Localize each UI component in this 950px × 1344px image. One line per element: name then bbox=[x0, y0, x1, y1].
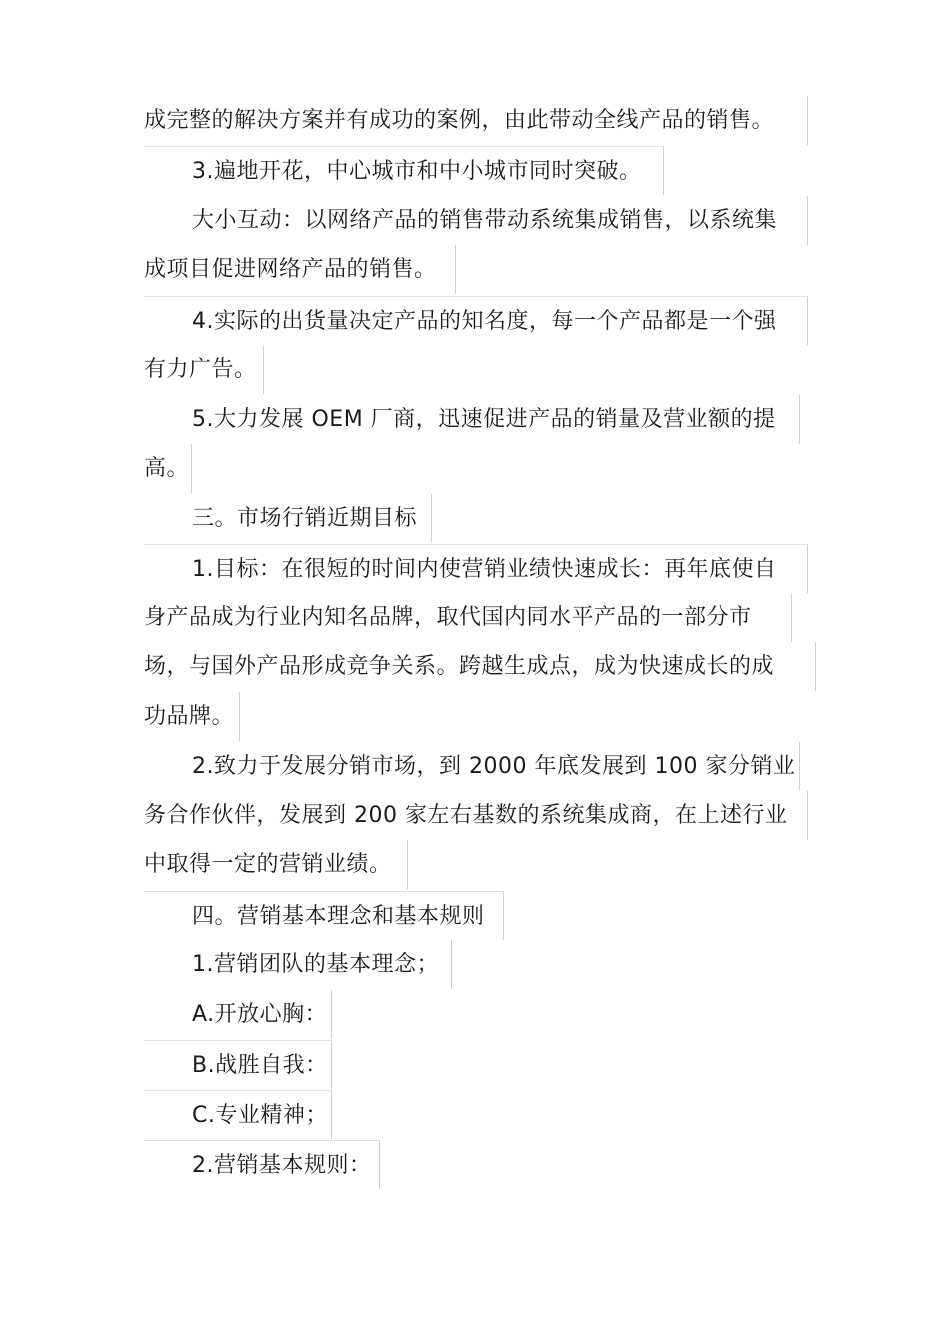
text-line: 大小互动：以网络产品的销售带动系统集成销售，以系统集 bbox=[144, 196, 808, 245]
text-line: 3.遍地开花，中心城市和中小城市同时突破。 bbox=[144, 146, 664, 195]
text-line: 有力广告。 bbox=[144, 345, 264, 394]
text-line: 高。 bbox=[144, 444, 192, 493]
text-line: 5.大力发展 OEM 厂商，迅速促进产品的销量及营业额的提 bbox=[144, 395, 800, 444]
section-heading: 三。市场行销近期目标 bbox=[144, 494, 432, 543]
text-line: 场，与国外产品形成竞争关系。跨越生成点，成为快速成长的成 bbox=[144, 642, 816, 691]
text-line: 2.营销基本规则： bbox=[144, 1140, 380, 1189]
text-line: 中取得一定的营销业绩。 bbox=[144, 840, 408, 889]
text-line: 务合作伙伴，发展到 200 家左右基数的系统集成商，在上述行业 bbox=[144, 791, 808, 840]
text-line: 身产品成为行业内知名品牌，取代国内同水平产品的一部分市 bbox=[144, 593, 792, 642]
text-line: C.专业精神； bbox=[144, 1090, 332, 1139]
text-line: 1.目标：在很短的时间内使营销业绩快速成长：再年底使自 bbox=[144, 544, 808, 593]
text-line: 功品牌。 bbox=[144, 692, 240, 741]
text-line: A.开放心胸： bbox=[144, 990, 332, 1039]
text-line: 成完整的解决方案并有成功的案例，由此带动全线产品的销售。 bbox=[144, 96, 808, 145]
text-line: 2.致力于发展分销市场，到 2000 年底发展到 100 家分销业 bbox=[144, 742, 800, 791]
text-line: B.战胜自我： bbox=[144, 1040, 332, 1089]
text-line: 成项目促进网络产品的销售。 bbox=[144, 245, 456, 294]
section-heading: 四。营销基本理念和基本规则 bbox=[144, 891, 504, 940]
text-line: 1.营销团队的基本理念； bbox=[144, 940, 452, 989]
text-line: 4.实际的出货量决定产品的知名度，每一个产品都是一个强 bbox=[144, 296, 808, 345]
